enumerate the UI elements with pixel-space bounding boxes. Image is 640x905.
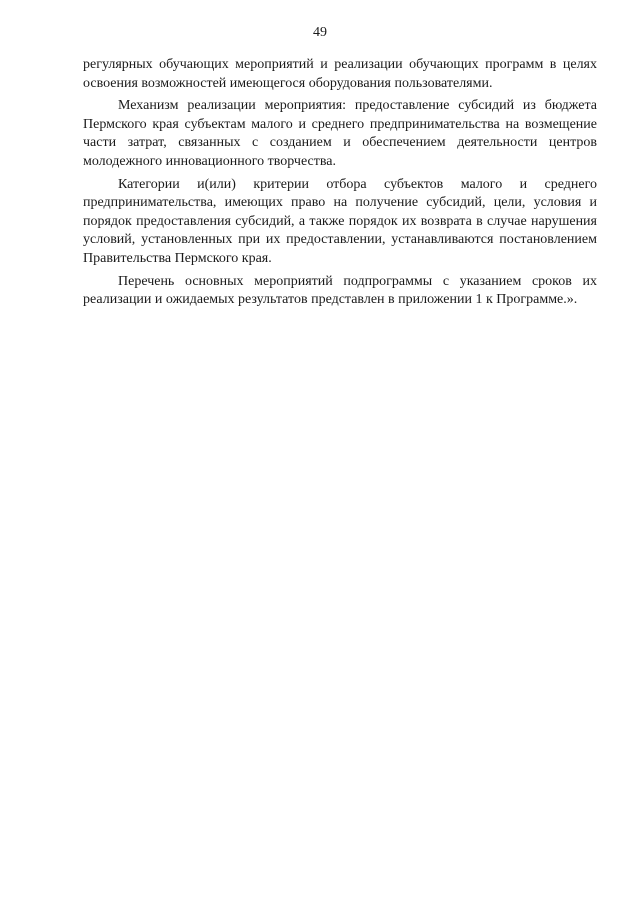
paragraph-continuation: регулярных обучающих мероприятий и реализации обучающих программ в целях освоения возможностей имеющегося оборудования пользователями. xyxy=(83,57,597,91)
paragraph-mechanism: Механизм реализации мероприятия: предоставление субсидий из бюджета Пермского края субъектам малого и среднего предпринимательства на возмещение части затрат, связанных с созданием и обеспечением деятельности центров молодежного инновационного творчества. xyxy=(83,98,597,169)
paragraph-list-reference: Перечень основных мероприятий подпрограммы с указанием сроков их реализации и ожидаемых результатов представлен в приложении 1 к Программе.». xyxy=(83,273,597,308)
document-body xyxy=(83,56,597,314)
paragraph-criteria: Категории и(или) критерии отбора субъектов малого и среднего предпринимательства, имеющих право на получение субсидий, цели, условия и порядок предоставления субсидий, а также порядок их возврата в случае нарушения условий, установленных при их предоставлении, устанавливаются постановлением Правительства Пермского края. xyxy=(83,176,597,266)
page-number: 49 xyxy=(313,25,327,40)
